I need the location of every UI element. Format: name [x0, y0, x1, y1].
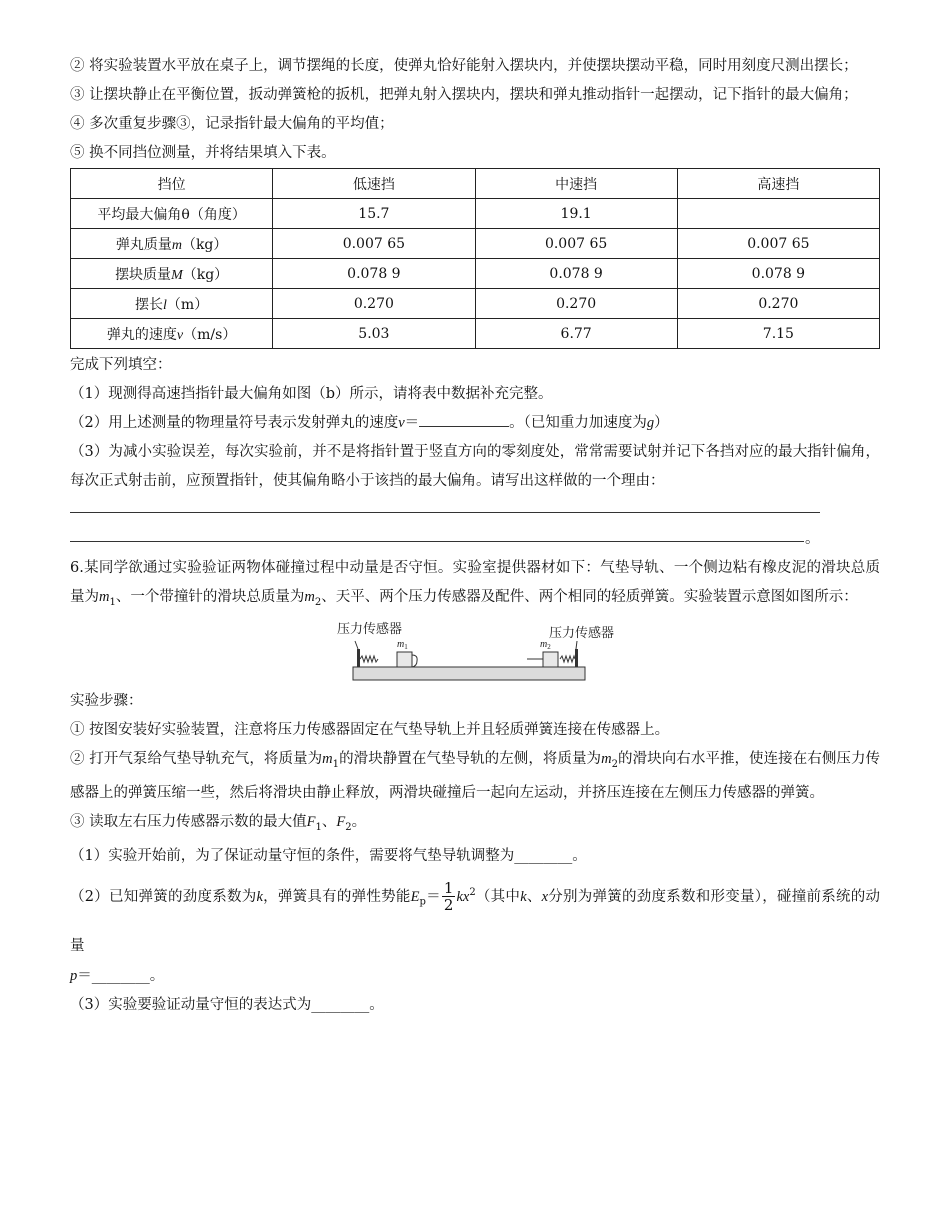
q5-intro: 完成下列填空： [70, 357, 172, 373]
denominator: 2 [443, 896, 454, 914]
table-cell: 19.1 [475, 199, 677, 229]
data-table [70, 168, 880, 349]
table-cell: 0.270 [273, 289, 475, 319]
q6-step2-b: 的滑块静置在气垫导轨的左侧，将质量为 [339, 750, 602, 767]
slider-m1 [397, 652, 412, 667]
var-m: m [304, 589, 315, 605]
q6-q2-d: 、 [526, 888, 542, 905]
var-g: g [646, 415, 655, 431]
table-cell: 0.007 65 [273, 229, 475, 259]
row-label-unit: （kg） [181, 236, 228, 253]
table-cell: 0.078 9 [475, 259, 677, 289]
fraction-one-half [442, 880, 456, 913]
table-row [71, 289, 880, 319]
subscript: 2 [611, 758, 618, 770]
subscript: 2 [314, 596, 322, 608]
var-m: m [601, 750, 612, 767]
row-label-var: v [176, 327, 184, 343]
answer-line-1[interactable] [70, 496, 880, 525]
table-cell: 0.270 [475, 289, 677, 319]
table-cell: 5.03 [273, 319, 475, 349]
table-cell: 7.15 [677, 319, 879, 349]
table-cell: 0.007 65 [475, 229, 677, 259]
table-header: 低速挡 [273, 169, 475, 199]
apparatus-diagram [325, 619, 625, 687]
row-label-text: 弹丸质量 [115, 236, 172, 253]
equals-sign: ＝ [425, 888, 441, 905]
row-label [71, 229, 273, 259]
q6-question-1: （1）实验开始前，为了保证动量守恒的条件，需要将气垫导轨调整为________。 [70, 847, 587, 864]
row-label-text: 摆长 [135, 296, 164, 313]
right-sensor-leader [576, 641, 577, 649]
var-k: k [520, 888, 527, 905]
q6-step-2 [70, 745, 880, 808]
clay-blob [412, 655, 417, 667]
q6-question-3: （3）实验要验证动量守恒的表达式为________。 [70, 997, 384, 1014]
table-header: 中速挡 [475, 169, 677, 199]
table-cell-blank[interactable] [677, 199, 879, 229]
row-label-text: 弹丸的速度 [106, 326, 177, 343]
table-cell: 15.7 [273, 199, 475, 229]
q5-q2-note: 。（已知重力加速度为 [509, 415, 647, 431]
q5-question-3: （3）为减小实验误差，每次实验前，并不是将指针置于竖直方向的零刻度处，常常需要试射并记下各挡对应的最大指针偏角，每次正式射击前，应预置指针，使其偏角略小于该挡的最大偏角。请写出这样做的一个理由： [70, 444, 880, 489]
table-cell: 6.77 [475, 319, 677, 349]
document-page [70, 52, 880, 1020]
subscript: p [419, 896, 426, 908]
right-spring [560, 656, 575, 662]
equals-sign: ＝ [404, 415, 420, 431]
q6-step-3 [70, 808, 880, 842]
q6-step2-a: ② 打开气泵给气垫导轨充气，将质量为 [70, 750, 323, 767]
var-x: x [541, 888, 549, 905]
q6-step3-a: ③ 读取左右压力传感器示数的最大值 [70, 813, 307, 830]
answer-underline [70, 496, 820, 513]
q6-step2-c: 的滑块向右水平推，使连接在右侧压力传感器上的弹簧压缩一些，然后将滑块由静止释放，两滑块碰撞后一起向左运动，并挤压连接在左侧压力传感器的弹簧。 [70, 750, 881, 801]
left-sensor-leader [355, 641, 358, 649]
slider-m2 [543, 652, 558, 667]
numerator: 1 [443, 879, 454, 897]
steps-title: 实验步骤： [70, 692, 143, 709]
var-F: F [306, 813, 316, 830]
q5-question-1: （1）现测得高速挡指针最大偏角如图（b）所示，请将表中数据补充完整。 [70, 386, 553, 402]
end-mark: 。 [805, 531, 820, 547]
subscript: 1 [332, 758, 340, 770]
row-label-unit: （m/s） [183, 326, 237, 343]
q6-q2-b: ，弹簧具有的弹性势能 [262, 888, 411, 905]
answer-blank[interactable] [419, 412, 509, 427]
left-sensor [357, 649, 360, 667]
row-label-text: 摆块质量 [115, 266, 172, 283]
var-kx: kx [456, 888, 470, 905]
m2-label: $m_2$ [540, 638, 551, 651]
q6-intro [70, 554, 880, 617]
row-label-var: M [171, 267, 183, 283]
m1-label: $m_1$ [397, 638, 408, 651]
row-label-unit: （kg） [182, 266, 229, 283]
row-label [71, 319, 273, 349]
table-row [71, 259, 880, 289]
q6-step3-end: 。 [351, 813, 367, 830]
var-E: E [410, 888, 420, 905]
table-row [71, 229, 880, 259]
subscript: 1 [109, 596, 116, 608]
q6-intro-a: 6.某同学欲通过实验验证两物体碰撞过程中动量是否守恒。实验室提供器材如下：气垫导轨、一个侧边粘有橡皮泥的滑块总质量为 [70, 560, 880, 605]
var-m: m [322, 750, 333, 767]
row-label-unit: （m） [166, 296, 209, 313]
q6-q2-f: ＝________。 [77, 968, 165, 985]
q6-intro-b: 、一个带撞针的滑块总质量为 [115, 589, 305, 605]
q5-q2-end: ） [654, 415, 669, 431]
q6-intro-c: 、天平、两个压力传感器及配件、两个相同的轻质弹簧。实验装置示意图如图所示： [321, 589, 858, 605]
table-header-row [71, 169, 880, 199]
right-sensor [575, 649, 578, 667]
apparatus-figure [70, 619, 880, 687]
var-m: m [99, 589, 110, 605]
left-spring [360, 656, 378, 662]
var-k: k [256, 888, 263, 905]
step-2: ② 将实验装置水平放在桌子上，调节摆绳的长度，使弹丸恰好能射入摆块内，并使摆块摆动平稳，同时用刻度尺测出摆长； [70, 58, 858, 74]
q6-step-1: ① 按图安装好实验装置，注意将压力传感器固定在气垫导轨上并且轻质弹簧连接在传感器上。 [70, 721, 670, 738]
row-label [71, 259, 273, 289]
step-5: ⑤ 换不同挡位测量，并将结果填入下表。 [70, 145, 336, 161]
row-label-text: 平均最大偏角θ（角度） [97, 206, 246, 223]
q6-question-2-cont [70, 962, 880, 991]
q6-q2-c: （其中 [475, 888, 521, 905]
left-sensor-label: 压力传感器 [337, 621, 403, 637]
row-label [71, 289, 273, 319]
step-3: ③ 让摆块静止在平衡位置，扳动弹簧枪的扳机，把弹丸射入摆块内，摆块和弹丸推动指针一起摆动，记下指针的最大偏角； [70, 87, 858, 103]
var-v: v [398, 415, 405, 431]
q5-question-2 [70, 409, 880, 438]
var-p: p [70, 968, 78, 985]
step-4: ④ 多次重复步骤③，记录指针最大偏角的平均值； [70, 116, 394, 132]
right-sensor-label: 压力传感器 [549, 625, 615, 641]
table-cell: 0.270 [677, 289, 879, 319]
q5-q2-text: （2）用上述测量的物理量符号表示发射弹丸的速度 [70, 415, 399, 431]
q6-question-2 [70, 871, 880, 969]
answer-line-2[interactable] [70, 525, 880, 554]
table-row [71, 319, 880, 349]
table-cell: 0.078 9 [677, 259, 879, 289]
q6-q2-a: （2）已知弹簧的劲度系数为 [70, 888, 257, 905]
table-cell: 0.078 9 [273, 259, 475, 289]
table-header: 挡位 [71, 169, 273, 199]
var-F: F [336, 813, 346, 830]
subscript: 1 [315, 821, 322, 833]
air-track [353, 667, 585, 680]
superscript: 2 [469, 886, 476, 898]
q6-q2-e: 分别为弹簧的劲度系数和形变量），碰撞前系统的动量 [70, 888, 881, 955]
answer-underline [70, 525, 804, 542]
row-label-var: l [163, 297, 167, 313]
row-label [71, 199, 273, 229]
row-label-var: m [171, 237, 182, 253]
table-cell: 0.007 65 [677, 229, 879, 259]
table-row [71, 199, 880, 229]
table-header: 高速挡 [677, 169, 879, 199]
separator: 、 [321, 813, 337, 830]
subscript: 2 [345, 821, 352, 833]
